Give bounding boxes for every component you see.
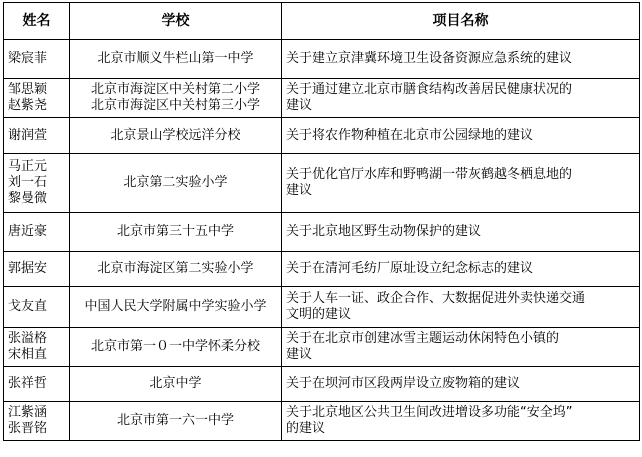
student-name: 戈友直: [8, 299, 48, 314]
project-title: 关于优化官厅水库和野鸭湖一带灰鹤越冬栖息地的: [286, 167, 573, 182]
school-cell: [70, 154, 282, 213]
student-names-cell: [4, 367, 70, 402]
student-name: 张溢格: [8, 331, 48, 346]
project-cell: [282, 287, 640, 328]
school-name: 北京景山学校远洋分校: [110, 127, 241, 143]
student-name: 江紫涵: [8, 405, 48, 420]
student-name: 张祥哲: [8, 376, 48, 391]
student-names-cell: [4, 328, 70, 367]
project-title: 建议: [286, 98, 313, 113]
project-title: 关于通过建立北京市膳食结构改善居民健康状况的: [286, 82, 573, 97]
student-names-cell: [4, 252, 70, 287]
table-row: [4, 79, 640, 118]
header-school: 学校: [70, 3, 282, 40]
school-cell: [70, 287, 282, 328]
school-name: 北京市海淀区中关村第二小学: [90, 82, 260, 97]
project-cell: [282, 118, 640, 154]
school-name: 北京市第三十五中学: [116, 224, 234, 239]
student-name: 刘一石: [8, 175, 48, 190]
project-title: 建议: [286, 183, 313, 198]
table-row: [4, 118, 640, 154]
student-names-cell: [4, 154, 70, 213]
project-title: 关于建立京津冀环境卫生设备资源应急系统的建议: [286, 51, 573, 66]
table-row: [4, 328, 640, 367]
project-cell: [282, 367, 640, 402]
school-cell: [70, 118, 282, 154]
project-title: 的建议: [286, 421, 326, 436]
student-names-cell: [4, 402, 70, 441]
project-title: 关于将农作物种植在北京市公园绿地的建议: [286, 127, 534, 143]
student-name: 谢润萱: [8, 127, 48, 143]
school-name: 北京市第一０一中学怀柔分校: [90, 339, 260, 354]
project-cell: [282, 79, 640, 118]
student-name: 邹思颖: [8, 82, 48, 97]
school-name: 北京中学: [149, 376, 202, 391]
school-name: 北京市海淀区第二实验小学: [97, 261, 254, 276]
student-name: 马正元: [8, 159, 48, 174]
project-title: 关于在清河毛纺厂原址设立纪念标志的建议: [286, 261, 534, 276]
student-names-cell: [4, 79, 70, 118]
school-name: 中国人民大学附属中学实验小学: [84, 299, 267, 314]
table-row: [4, 40, 640, 79]
school-cell: [70, 252, 282, 287]
project-title: 关于北京地区公共卫生间改进增设多功能“安全坞”: [286, 405, 573, 420]
student-name: 宋相直: [8, 347, 48, 362]
project-cell: [282, 402, 640, 441]
student-names-cell: [4, 40, 70, 79]
school-cell: [70, 402, 282, 441]
table-row: [4, 154, 640, 213]
project-title: 关于在北京市创建冰雪主题运动休闲特色小镇的: [286, 331, 560, 346]
header-project: 项目名称: [282, 3, 640, 40]
student-name: 唐近豪: [8, 224, 48, 239]
school-cell: [70, 367, 282, 402]
student-name: 张晋铭: [8, 421, 48, 436]
school-cell: [70, 213, 282, 252]
project-cell: [282, 213, 640, 252]
award-projects-table: [3, 2, 640, 441]
project-cell: [282, 252, 640, 287]
table-row: [4, 213, 640, 252]
project-title: 关于北京地区野生动物保护的建议: [286, 224, 482, 239]
project-title: 建议: [286, 347, 313, 362]
table-row: [4, 287, 640, 328]
project-cell: [282, 328, 640, 367]
student-name: 黎曼微: [8, 191, 48, 206]
student-name: 赵紫尧: [8, 98, 48, 113]
school-cell: [70, 79, 282, 118]
project-cell: [282, 40, 640, 79]
project-title: 文明的建议: [286, 307, 352, 322]
school-name: 北京第二实验小学: [123, 175, 228, 190]
student-name: 梁宸菲: [8, 51, 48, 66]
school-name: 北京市顺义牛栏山第一中学: [97, 51, 254, 66]
table-row: [4, 402, 640, 441]
table-header-row: [4, 3, 640, 40]
student-names-cell: [4, 287, 70, 328]
student-names-cell: [4, 118, 70, 154]
school-cell: [70, 40, 282, 79]
school-name: 北京市海淀区中关村第三小学: [90, 98, 260, 113]
school-cell: [70, 328, 282, 367]
student-name: 郭据安: [8, 261, 48, 276]
table-row: [4, 252, 640, 287]
header-name: 姓名: [4, 3, 70, 40]
student-names-cell: [4, 213, 70, 252]
project-title: 关于在坝河市区段两岸设立废物箱的建议: [286, 376, 521, 391]
school-name: 北京市第一六一中学: [116, 413, 234, 428]
table-row: [4, 367, 640, 402]
project-cell: [282, 154, 640, 213]
project-title: 关于人车一证、政企合作、大数据促进外卖快递交通: [286, 291, 586, 306]
